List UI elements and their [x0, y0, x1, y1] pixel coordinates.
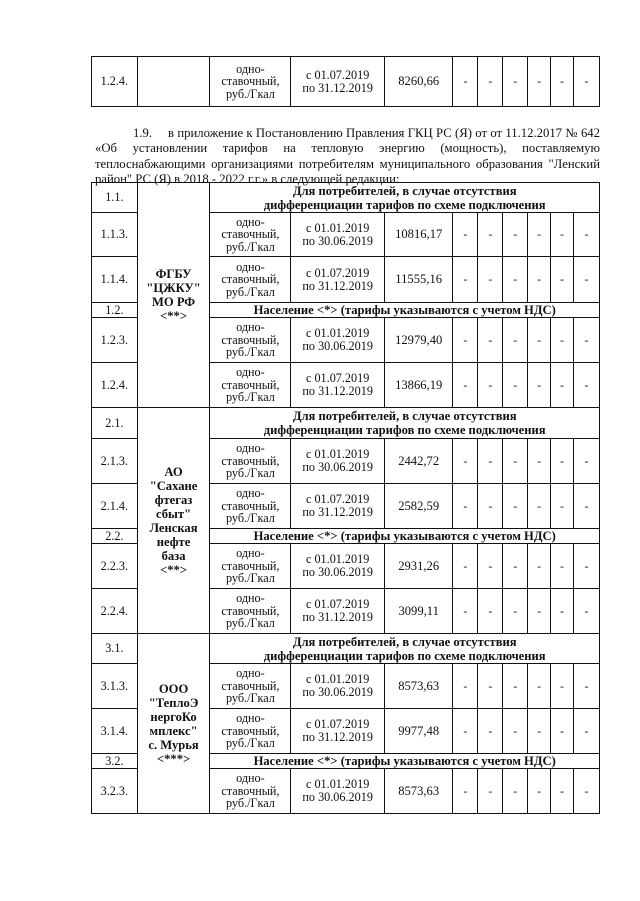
organization-name-line: Ленская — [149, 520, 198, 535]
row-code: 3.1.4. — [92, 709, 138, 754]
dash-cell: - — [503, 57, 528, 107]
unit-line: одно- — [236, 711, 265, 726]
period-start: с 01.01.2019 — [306, 220, 370, 235]
organization-cell — [137, 183, 210, 408]
unit-line: ставочный, — [221, 453, 280, 468]
dash-cell: - — [478, 257, 503, 303]
unit-line: ставочный, — [221, 498, 280, 513]
dash-cell: - — [478, 484, 503, 529]
dash-cell: - — [503, 709, 528, 754]
row-code: 3.1.3. — [92, 664, 138, 709]
dash-cell: - — [528, 709, 551, 754]
dash-cell: - — [453, 57, 478, 107]
period-cell — [291, 213, 384, 257]
dash-cell: - — [478, 57, 503, 107]
dash-cell: - — [453, 318, 478, 363]
period-start: с 01.01.2019 — [306, 672, 370, 686]
dash-cell: - — [503, 664, 528, 709]
dash-cell: - — [551, 709, 574, 754]
period-cell: с 01.07.2019 по 31.12.2019 — [291, 57, 384, 107]
dash-cell: - — [528, 589, 551, 634]
dash-cell: - — [528, 318, 551, 363]
dash-cell: - — [551, 484, 574, 529]
unit-line: ставочный, — [221, 678, 280, 693]
tariff-value: 8260,66 — [384, 57, 453, 107]
dash-cell: - — [453, 769, 478, 814]
tariff-value: 10816,17 — [384, 213, 453, 257]
period-end: по 31.12.2019 — [302, 505, 373, 519]
unit-cell — [210, 664, 291, 709]
unit-line: ставочный, — [221, 723, 280, 738]
row-code: 1.1.4. — [92, 257, 138, 303]
consumer-category-line: дифференциации тарифов по схеме подключения — [263, 423, 546, 437]
unit-cell — [210, 709, 291, 754]
row-code: 1.2. — [92, 303, 138, 318]
organization-cell — [137, 408, 210, 634]
dash-cell: - — [551, 257, 574, 303]
organization-cell — [137, 634, 210, 814]
dash-cell: - — [478, 769, 503, 814]
period-end: по 31.12.2019 — [302, 384, 373, 398]
consumer-category-line: Для потребителей, в случае отсутствия — [292, 183, 517, 198]
dash-cell: - — [551, 439, 574, 484]
dash-cell: - — [453, 363, 478, 408]
organization-name-line: фтегаз — [154, 492, 193, 507]
dash-cell: - — [573, 318, 599, 363]
organization-name-line: <***> — [156, 751, 191, 766]
row-code: 1.2.4. — [92, 57, 138, 107]
organization-name-line: мплекс" — [149, 723, 198, 738]
dash-cell: - — [528, 664, 551, 709]
dash-cell: - — [573, 709, 599, 754]
dash-cell: - — [478, 544, 503, 589]
dash-cell: - — [551, 363, 574, 408]
row-code: 2.1.4. — [92, 484, 138, 529]
dash-cell: - — [478, 589, 503, 634]
organization-name-line: "Сахане — [149, 478, 198, 493]
dash-cell: - — [551, 213, 574, 257]
period-end: по 30.06.2019 — [302, 460, 373, 474]
period-start: с 01.01.2019 — [306, 777, 370, 791]
population-category-header: Население <*> (тарифы указываются с учетом НДС) — [210, 303, 600, 318]
organization-name-line: <**> — [160, 562, 188, 577]
unit-line: руб./Гкал — [225, 511, 275, 526]
unit-line: руб./Гкал — [225, 284, 275, 299]
period-end: по 30.06.2019 — [302, 685, 373, 699]
organization-name-line: нергоКо — [150, 709, 197, 724]
dash-cell: - — [573, 664, 599, 709]
dash-cell: - — [453, 257, 478, 303]
dash-cell: - — [528, 57, 551, 107]
organization-name-line: "ТеплоЭ — [148, 695, 199, 710]
period-start: с 01.07.2019 — [306, 717, 370, 731]
period-cell — [291, 439, 384, 484]
period-end: по 30.06.2019 — [302, 339, 373, 353]
dash-cell: - — [453, 664, 478, 709]
tariff-value: 2442,72 — [384, 439, 453, 484]
period-cell — [291, 769, 384, 814]
tariff-value: 11555,16 — [384, 257, 453, 303]
period-end: по 31.12.2019 — [302, 278, 373, 293]
group-header-row — [92, 408, 600, 439]
dash-cell: - — [573, 213, 599, 257]
unit-line: руб./Гкал — [225, 796, 275, 811]
dash-cell: - — [573, 484, 599, 529]
consumer-category-line: Для потребителей, в случае отсутствия — [292, 409, 517, 423]
unit-line: одно- — [236, 546, 265, 561]
dash-cell: - — [551, 589, 574, 634]
organization-name-line: АО — [164, 464, 183, 479]
row-code: 2.1.3. — [92, 439, 138, 484]
organization-name-line: "ЦЖКУ" — [146, 281, 201, 295]
period-start: с 01.07.2019 — [306, 265, 370, 280]
dash-cell: - — [528, 363, 551, 408]
dash-cell: - — [453, 484, 478, 529]
population-category-header: Население <*> (тарифы указываются с учетом НДС) — [210, 529, 600, 544]
organization-name-line: МО РФ — [151, 295, 196, 309]
unit-line: ставочный, — [221, 558, 280, 573]
period-start: с 01.01.2019 — [306, 552, 370, 566]
tariff-value: 8573,63 — [384, 664, 453, 709]
organization-name-line: с. Мурья — [148, 737, 199, 752]
unit-cell — [210, 213, 291, 257]
dash-cell: - — [453, 589, 478, 634]
unit-line: ставочный, — [221, 377, 280, 392]
unit-line: руб./Гкал — [225, 390, 275, 405]
tariff-table — [91, 182, 600, 814]
dash-cell: - — [503, 257, 528, 303]
dash-cell: - — [573, 363, 599, 408]
unit-line: одно- — [236, 486, 265, 501]
period-start: с 01.07.2019 — [306, 597, 370, 611]
unit-line: одно- — [236, 666, 265, 681]
unit-line: руб./Гкал — [225, 239, 275, 254]
unit-line: руб./Гкал — [225, 691, 275, 706]
dash-cell: - — [453, 544, 478, 589]
period-cell — [291, 363, 384, 408]
organization-name-line: <**> — [160, 309, 188, 323]
tariff-value: 3099,11 — [384, 589, 453, 634]
dash-cell: - — [503, 769, 528, 814]
consumer-category-line: дифференциации тарифов по схеме подключения — [263, 648, 546, 663]
period-start: с 01.07.2019 — [306, 371, 370, 385]
unit-line: одно- — [236, 591, 265, 606]
tariff-value: 2582,59 — [384, 484, 453, 529]
dash-cell: - — [503, 439, 528, 484]
previous-tariff-table-fragment — [91, 56, 600, 107]
unit-line: руб./Гкал — [225, 616, 275, 631]
consumer-category-header — [210, 408, 600, 439]
unit-line: ставочный, — [221, 603, 280, 618]
tariff-value: 9977,48 — [384, 709, 453, 754]
period-cell — [291, 664, 384, 709]
period-cell — [291, 318, 384, 363]
unit-line: одно- — [236, 365, 265, 380]
group-header-row — [92, 183, 600, 213]
unit-line: ставочный, — [221, 332, 280, 347]
dash-cell: - — [573, 544, 599, 589]
unit-line: одно- — [236, 441, 265, 456]
consumer-category-header — [210, 634, 600, 664]
dash-cell: - — [551, 664, 574, 709]
unit-line: руб./Гкал — [225, 466, 275, 481]
dash-cell: - — [503, 544, 528, 589]
dash-cell: - — [528, 484, 551, 529]
period-cell — [291, 484, 384, 529]
table-row — [92, 57, 600, 107]
dash-cell: - — [453, 709, 478, 754]
paragraph-number: 1.9. — [133, 126, 153, 140]
dash-cell: - — [478, 213, 503, 257]
tariff-value: 13866,19 — [384, 363, 453, 408]
row-code: 1.2.3. — [92, 318, 138, 363]
unit-line: руб./Гкал — [225, 736, 275, 751]
unit-line: ставочный, — [221, 783, 280, 798]
unit-line: ставочный, — [221, 227, 280, 242]
unit-cell — [210, 257, 291, 303]
dash-cell: - — [503, 213, 528, 257]
unit-cell — [210, 439, 291, 484]
dash-cell: - — [453, 439, 478, 484]
dash-cell: - — [503, 363, 528, 408]
unit-cell: одно- ставочный, руб./Гкал — [210, 57, 291, 107]
row-code: 1.1.3. — [92, 213, 138, 257]
dash-cell: - — [528, 257, 551, 303]
group-header-row — [92, 634, 600, 664]
row-code: 3.2. — [92, 754, 138, 769]
amendment-paragraph — [95, 126, 600, 187]
tariff-value: 12979,40 — [384, 318, 453, 363]
unit-cell — [210, 363, 291, 408]
unit-cell — [210, 484, 291, 529]
dash-cell: - — [573, 769, 599, 814]
org-cell — [137, 57, 210, 107]
dash-cell: - — [453, 213, 478, 257]
dash-cell: - — [528, 769, 551, 814]
dash-cell: - — [528, 544, 551, 589]
unit-line: руб./Гкал — [225, 345, 275, 360]
dash-cell: - — [478, 363, 503, 408]
unit-cell — [210, 769, 291, 814]
paragraph-text: в приложение к Постановлению Правления ГКЦ РС (Я) от от 11.12.2017 № 642 «Об установлении тарифов на тепловую энергию (мощность), поставляемую теплоснабжающими организациями потребителям муниципального образования "Ленский район" РС (Я) в 2018 - 2022 г.г.» в следующей редакции: — [95, 126, 600, 186]
dash-cell: - — [478, 318, 503, 363]
period-end: по 30.06.2019 — [302, 565, 373, 579]
dash-cell: - — [551, 544, 574, 589]
unit-line: ставочный, — [221, 272, 280, 287]
consumer-category-header — [210, 183, 600, 213]
row-code: 2.2.4. — [92, 589, 138, 634]
period-cell — [291, 257, 384, 303]
period-start: с 01.01.2019 — [306, 447, 370, 461]
period-cell — [291, 544, 384, 589]
unit-cell — [210, 544, 291, 589]
dash-cell: - — [551, 769, 574, 814]
organization-name-line: ООО — [158, 681, 189, 696]
consumer-category-line: Для потребителей, в случае отсутствия — [292, 634, 517, 649]
dash-cell: - — [503, 589, 528, 634]
dash-cell: - — [478, 709, 503, 754]
period-start: с 01.01.2019 — [306, 326, 370, 340]
dash-cell: - — [551, 318, 574, 363]
dash-cell: - — [478, 664, 503, 709]
period-cell — [291, 589, 384, 634]
organization-name-line: база — [161, 548, 186, 563]
row-code: 3.1. — [92, 634, 138, 664]
period-start: с 01.07.2019 — [306, 492, 370, 506]
row-code: 2.2.3. — [92, 544, 138, 589]
population-category-header: Население <*> (тарифы указываются с учетом НДС) — [210, 754, 600, 769]
row-code: 3.2.3. — [92, 769, 138, 814]
organization-name-line: нефте — [156, 534, 191, 549]
unit-line: одно- — [236, 771, 265, 786]
dash-cell: - — [528, 213, 551, 257]
tariff-value: 2931,26 — [384, 544, 453, 589]
row-code: 1.1. — [92, 183, 138, 213]
row-code: 2.2. — [92, 529, 138, 544]
unit-line: одно- — [236, 320, 265, 335]
organization-name-line: ФГБУ — [155, 267, 192, 281]
dash-cell: - — [551, 57, 574, 107]
period-end: по 31.12.2019 — [302, 610, 373, 624]
dash-cell: - — [503, 318, 528, 363]
tariff-table-body — [92, 183, 600, 814]
organization-name-line: сбыт" — [156, 506, 192, 521]
period-end: по 31.12.2019 — [302, 730, 373, 744]
unit-line: руб./Гкал — [225, 571, 275, 586]
dash-cell: - — [503, 484, 528, 529]
period-end: по 30.06.2019 — [302, 790, 373, 804]
dash-cell: - — [573, 257, 599, 303]
row-code: 2.1. — [92, 408, 138, 439]
dash-cell: - — [528, 439, 551, 484]
tariff-value: 8573,63 — [384, 769, 453, 814]
unit-line: одно- — [236, 214, 265, 229]
dash-cell: - — [478, 439, 503, 484]
unit-cell — [210, 589, 291, 634]
dash-cell: - — [573, 589, 599, 634]
row-code: 1.2.4. — [92, 363, 138, 408]
period-end: по 30.06.2019 — [302, 233, 373, 248]
dash-cell: - — [573, 439, 599, 484]
unit-cell — [210, 318, 291, 363]
consumer-category-line: дифференциации тарифов по схеме подключения — [263, 197, 546, 212]
dash-cell: - — [573, 57, 599, 107]
period-cell — [291, 709, 384, 754]
unit-line: одно- — [236, 259, 265, 274]
